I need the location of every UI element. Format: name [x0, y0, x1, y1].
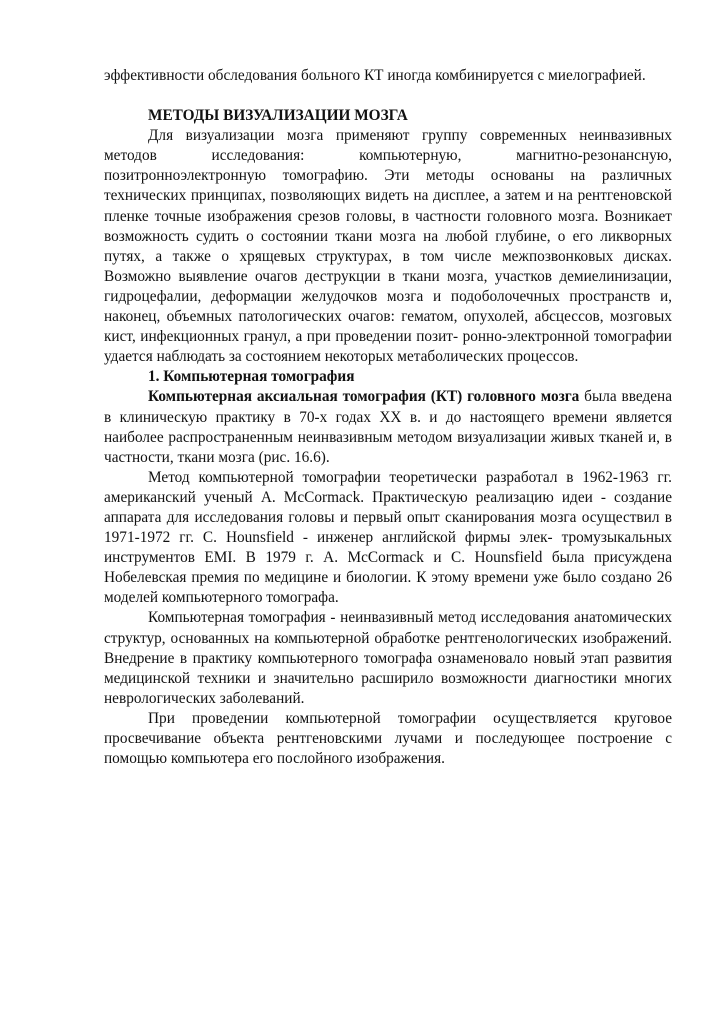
intro-paragraph: эффективности обследования больного КТ иногда комбинируется с миелографией.	[104, 67, 646, 84]
section-title: МЕТОДЫ ВИЗУАЛИЗАЦИИ МОЗГА	[148, 107, 408, 125]
subsection-title: 1. Компьютерная томография	[148, 368, 355, 386]
procedure-paragraph: При проведении компьютерной томографии осуществляется круговое просвечивание объекта рентгеновскими лучами и последующее построение с помощью компьютера его послойного изображения.	[104, 709, 672, 768]
method-paragraph: Компьютерная томография - неинвазивный метод исследования анатомических структур, основанных на компьютерной обработке рентгенологических изображений. Внедрение в практику компьютерного томографа ознаменовало новый этап развития медицинской техники и значительно расширило возможности диагностики многих неврологических заболеваний.	[104, 609, 672, 707]
history-paragraph: Метод компьютерной томографии теоретически разработал в 1962-1963 гг. американский ученый A. McCormack. Практическую реализацию идеи - создание аппарата для исследования головы и первый опыт сканирования мозга осуществил в 1971-1972 гг. C. Hounsfield - инженер английской фирмы элек- тромузыкальных инструментов EMI. В 1979 г. A. McCormack и C. Hounsfield была присуждена Нобелевская премия по медицине и биологии. К этому времени уже было создано 26 моделей компьютерного томографа.	[104, 468, 672, 607]
section-paragraph: Для визуализации мозга применяют группу современных неинвазивных методов исследования: компьютерную, магнитно-резонансную, позитронноэлектронную томографию. Эти методы основаны на различных технических принципах, позволяющих видеть на дисплее, а затем и на рентгеновской пленке точные изображения срезов головы, в частности головного мозга. Возникает возможность судить о состоянии ткани мозга на любой глубине, о его ликворных путях, а также о хрящевых структурах, в том числе межпозвонковых дисках. Возможно выявление очагов деструкции в ткани мозга, участков демиелинизации, гидроцефалии, деформации желудочков мозга и подоболочечных пространств и, наконец, объемных патологических очагов: гематом, опухолей, абсцессов, мозговых кист, инфекционных гранул, а при проведении позит- ронно-электронной томографии удается наблюдать за состоянием некоторых метаболических процессов.	[104, 127, 672, 366]
ct-definition-term: Компьютерная аксиальная томография (КТ) головного мозга	[148, 388, 580, 406]
ct-definition-text: была введена в клиническую практику в 70-х годах XX в. и до настоящего времени является наиболее распространенным неинвазивным методом визуализации живых тканей и, в частности, ткани мозга (рис. 16.6).	[104, 388, 673, 466]
document-page	[104, 66, 672, 769]
ct-definition-paragraph	[104, 387, 672, 467]
